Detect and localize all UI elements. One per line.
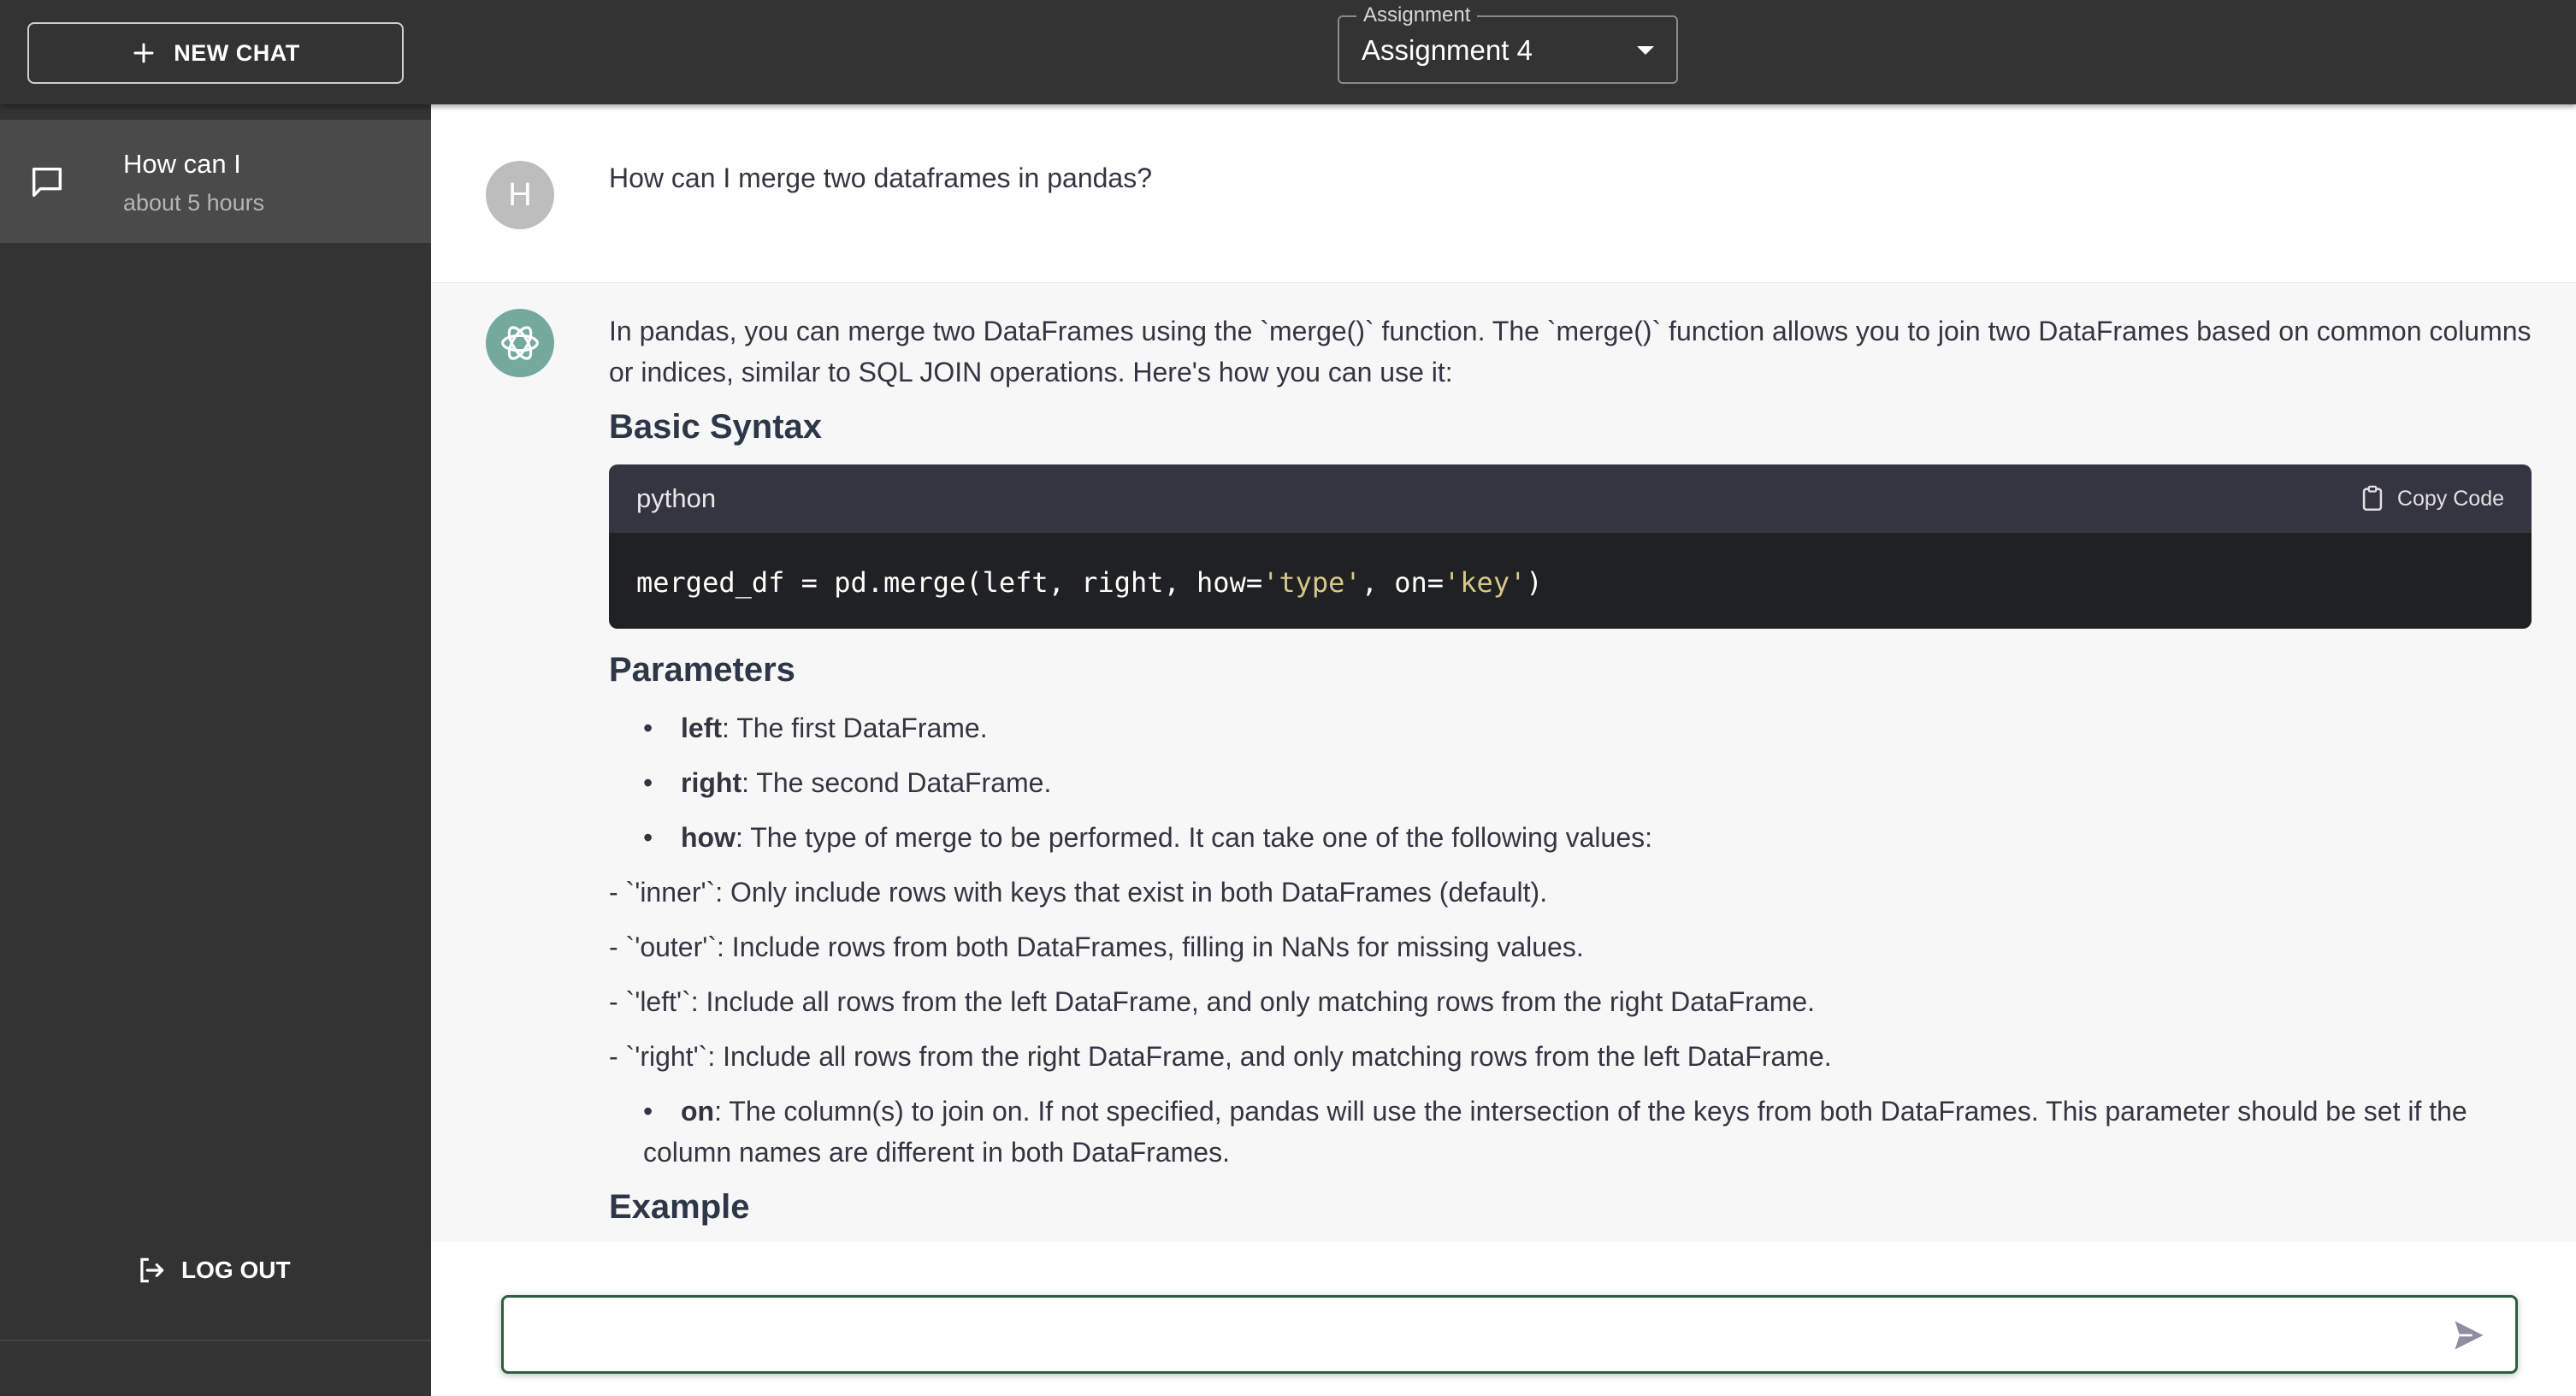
param-name: right bbox=[681, 767, 742, 798]
code-block bbox=[609, 464, 2532, 629]
user-message: How can I merge two dataframes in pandas? bbox=[609, 163, 1152, 193]
code-token: , on= bbox=[1361, 566, 1445, 599]
code-content bbox=[609, 533, 2532, 629]
copy-code-button[interactable] bbox=[2358, 478, 2504, 519]
how-option: - `'inner'`: Only include rows with keys that exist in both DataFrames (default). bbox=[609, 877, 1548, 908]
user-avatar: H bbox=[486, 161, 554, 229]
param-item bbox=[609, 817, 2533, 858]
openai-logo-icon bbox=[495, 318, 545, 368]
param-desc: : The first DataFrame. bbox=[722, 713, 988, 743]
code-string: 'type' bbox=[1262, 566, 1362, 599]
caret-down-icon bbox=[1637, 46, 1654, 55]
how-option: - `'right'`: Include all rows from the right DataFrame, and only matching rows from the left DataFrame. bbox=[609, 1041, 1832, 1072]
sidebar-footer bbox=[0, 1340, 431, 1396]
heading-parameters: Parameters bbox=[609, 651, 795, 689]
new-chat-label: NEW CHAT bbox=[174, 39, 300, 66]
assistant-avatar bbox=[486, 309, 554, 377]
param-desc: : The type of merge to be performed. It can take one of the following values: bbox=[735, 822, 1653, 853]
param-desc: : The second DataFrame. bbox=[741, 767, 1052, 798]
logout-label: LOG OUT bbox=[181, 1257, 291, 1283]
message-input[interactable] bbox=[501, 1295, 2518, 1374]
chat-timestamp: about 5 hours bbox=[123, 190, 265, 216]
send-icon[interactable] bbox=[2450, 1316, 2488, 1354]
intro-paragraph: In pandas, you can merge two DataFrames using the `merge()` function. The `merge()` function allows you to join two DataFrames based on common columns or indices, similar to SQL JOIN operations. Here's how you can use it: bbox=[609, 316, 2532, 387]
param-name: how bbox=[681, 822, 736, 853]
chat-bubble-icon bbox=[27, 163, 67, 202]
top-bar bbox=[0, 0, 2576, 104]
code-string: 'key' bbox=[1444, 566, 1527, 599]
code-token: merged_df = pd.merge(left, right, how= bbox=[636, 566, 1263, 599]
clipboard-icon bbox=[2358, 484, 2387, 513]
param-item bbox=[609, 707, 2533, 748]
heading-example: Example bbox=[609, 1188, 750, 1226]
assistant-message-row bbox=[431, 282, 2576, 1242]
user-message-row bbox=[431, 104, 2576, 282]
composer-area bbox=[431, 1242, 2576, 1396]
sidebar-chat-item[interactable] bbox=[0, 120, 431, 243]
heading-basic-syntax: Basic Syntax bbox=[609, 408, 823, 446]
code-token: ) bbox=[1526, 566, 1543, 599]
logout-button[interactable] bbox=[135, 1254, 291, 1287]
assignment-label: Assignment bbox=[1356, 3, 1477, 27]
code-header bbox=[609, 464, 2532, 533]
sidebar bbox=[0, 104, 431, 1396]
param-name: left bbox=[681, 713, 722, 743]
param-item bbox=[609, 1091, 2533, 1173]
param-desc: : The column(s) to join on. If not specified, pandas will use the intersection of the keys from both DataFrames. This parameter should be set if the column names are different in both DataFrames. bbox=[643, 1096, 2467, 1168]
assistant-message bbox=[609, 311, 2533, 1242]
plus-icon bbox=[131, 40, 157, 66]
parameter-list bbox=[609, 707, 2533, 858]
parameter-list-on bbox=[609, 1091, 2533, 1173]
copy-code-label: Copy Code bbox=[2396, 487, 2504, 511]
assignment-value: Assignment 4 bbox=[1362, 34, 1533, 66]
how-option: - `'outer'`: Include rows from both DataFrames, filling in NaNs for missing values. bbox=[609, 932, 1584, 962]
new-chat-button[interactable] bbox=[27, 22, 404, 84]
code-language: python bbox=[636, 483, 717, 513]
logout-icon bbox=[135, 1254, 168, 1287]
chat-title: How can I bbox=[123, 149, 241, 179]
param-name: on bbox=[681, 1096, 715, 1127]
how-option: - `'left'`: Include all rows from the left DataFrame, and only matching rows from the right DataFrame. bbox=[609, 986, 1816, 1017]
param-item bbox=[609, 762, 2533, 803]
conversation-panel bbox=[431, 104, 2576, 1242]
assignment-select[interactable] bbox=[1338, 3, 1678, 84]
